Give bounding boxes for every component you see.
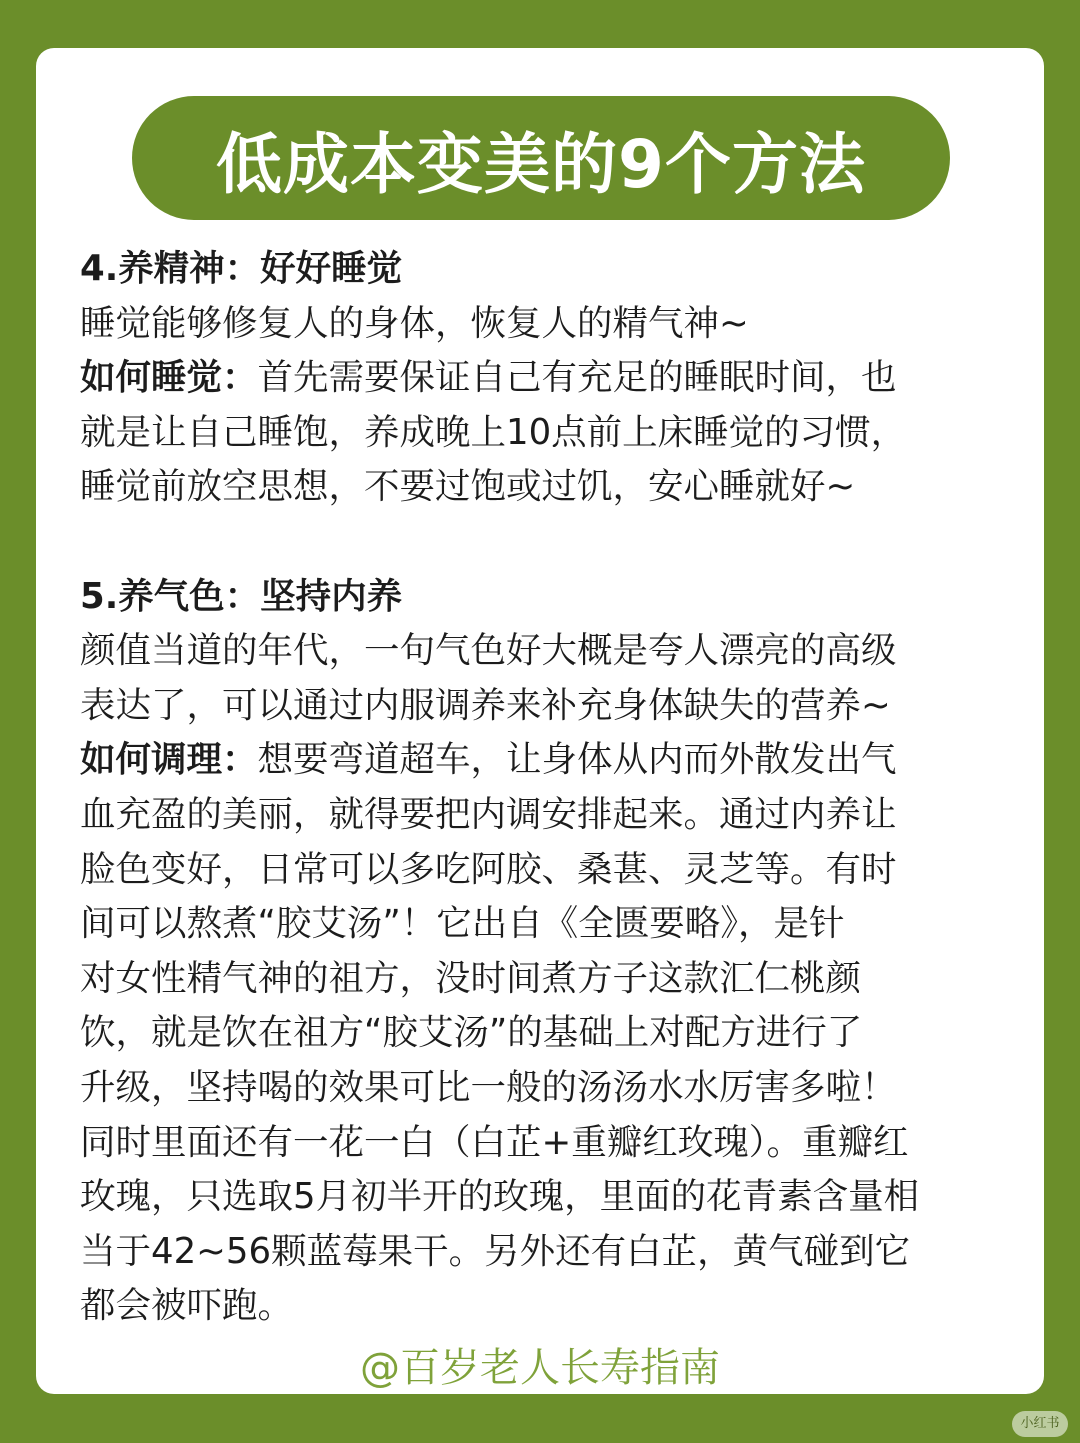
page-title: 低成本变美的9个方法 [216,125,866,203]
section5-intro-line: 颜值当道的年代，一句气色好大概是夸人漂亮的高级 [80,630,897,672]
section5-line: 血充盈的美丽，就得要把内调安排起来。通过内养让 [80,793,897,835]
article-body [80,242,1010,1334]
section4-howto-label: 如何睡觉： [80,357,258,399]
section5-line: 脸色变好，日常可以多吃阿胶、桑葚、灵芝等。有时 [80,848,897,890]
section4-howto-line [80,351,1010,406]
section5-line: 玫瑰，只选取5月初半开的玫瑰，里面的花青素含量相 [80,1176,920,1218]
section5-line: 都会被吓跑。 [80,1285,294,1327]
section4-line: 就是让自己睡饱，养成晚上10点前上床睡觉的习惯， [80,411,907,453]
section5-line: 当于42~56颗蓝莓果干。另外还有白芷，黄气碰到它 [80,1230,911,1272]
author-handle: @百岁老人长寿指南 [360,1345,720,1391]
section4-intro: 睡觉能够修复人的身体，恢复人的精气神~ [80,302,749,344]
section5-line: 饮，就是饮在祖方“胶艾汤”的基础上对配方进行了 [80,1012,863,1054]
section5-line: 间可以熬煮“胶艾汤”！它出自《全匮要略》，是针 [80,903,845,945]
section5-howto-line [80,733,1010,788]
title-banner [132,96,950,220]
section-spacer [80,515,1010,570]
content-card [36,48,1044,1394]
section5-line: 同时里面还有一花一白（白芷+重瓣红玫瑰）。重瓣红 [80,1121,909,1163]
section5-intro-line: 表达了，可以通过内服调养来补充身体缺失的营养~ [80,684,891,726]
platform-badge: 小红书 [1012,1411,1068,1437]
section5-howto-label: 如何调理： [80,739,258,781]
section5-line: 升级，坚持喝的效果可比一般的汤汤水水厉害多啦！ [80,1066,897,1108]
section5-line: 对女性精气神的祖方，没时间煮方子这款汇仁桃颜 [80,957,862,999]
section4-line: 睡觉前放空思想，不要过饱或过饥，安心睡就好~ [80,466,856,508]
section5-howto-text: 想要弯道超车，让身体从内而外散发出气 [257,739,897,781]
section4-heading: 4.养精神：好好睡觉 [80,248,403,289]
section5-heading: 5.养气色：坚持内养 [80,575,403,617]
section4-howto-text: 首先需要保证自己有充足的睡眠时间，也 [257,357,897,399]
